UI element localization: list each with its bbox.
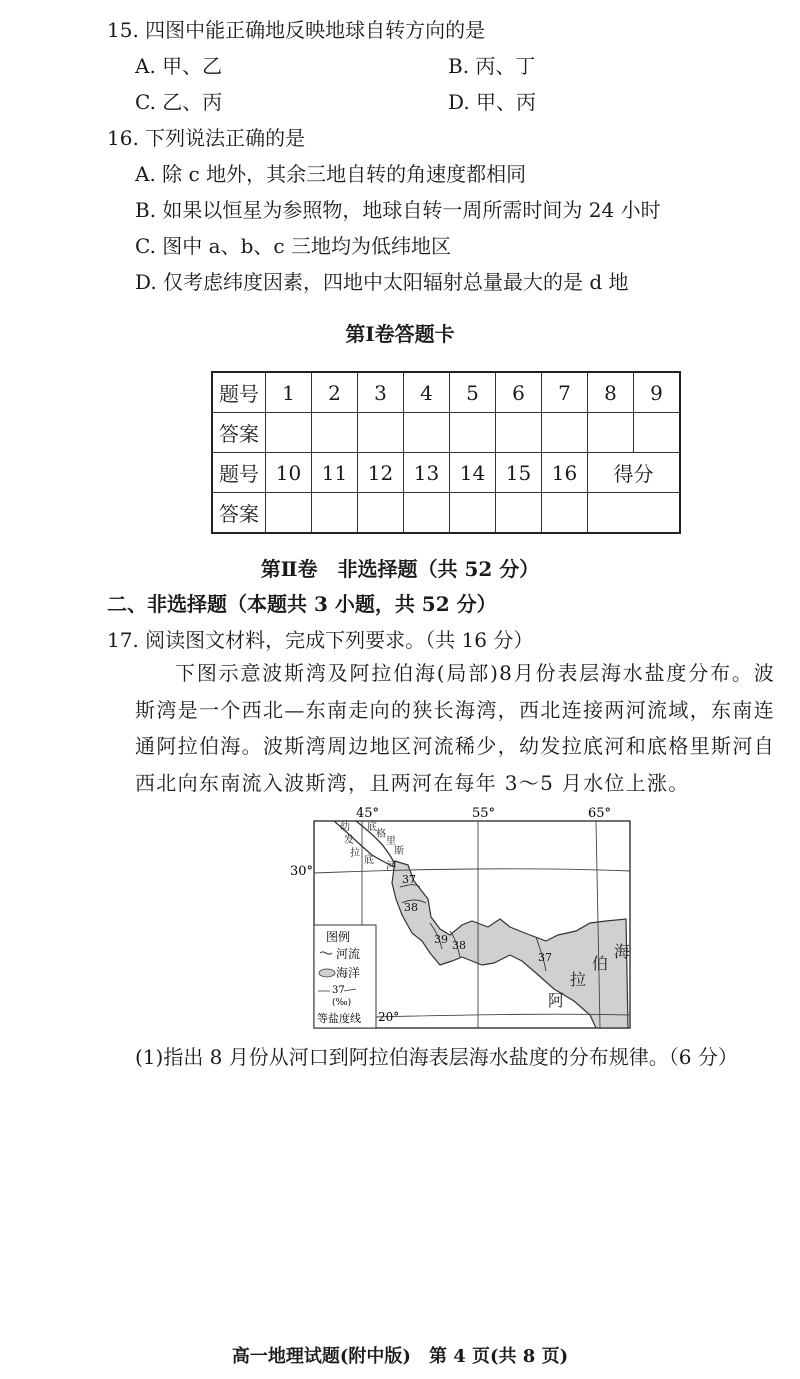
question-number-cell: 13 (404, 453, 450, 493)
answer-cell[interactable] (542, 493, 588, 534)
sea-name-char: 拉 (570, 970, 587, 989)
score-cell[interactable] (588, 493, 681, 534)
q15-option-c: C. 乙、丙 (135, 90, 223, 114)
answer-cell[interactable] (358, 413, 404, 453)
answer-cell[interactable] (312, 493, 358, 534)
answer-card-table (211, 371, 681, 534)
river-name-char: 底 (364, 855, 374, 866)
answer-cell[interactable] (496, 493, 542, 534)
river-name-char: 里 (386, 836, 396, 847)
question-number-cell: 8 (588, 372, 634, 413)
row-label-answer: 答案 (212, 413, 266, 453)
lon-label: 45° (356, 806, 380, 821)
question-number-cell: 11 (312, 453, 358, 493)
river-name-char: 河 (386, 861, 396, 872)
answer-cell[interactable] (496, 413, 542, 453)
question-number-cell: 16 (542, 453, 588, 493)
river-name-char: 斯 (394, 846, 404, 857)
answer-cell[interactable] (542, 413, 588, 453)
q17-material: 下图示意波斯湾及阿拉伯海(局部)8月份表层海水盐度分布。波斯湾是一个西北—东南走向的狭长海湾，西北连接两河流域，东南连通阿拉伯海。波斯湾周边地区河流稀少，幼发拉底河和底格里斯河自西北向东南流入波斯湾，且两河在每年 3～5 月水位上涨。 (135, 661, 775, 795)
q16-option-b: B. 如果以恒星为参照物，地球自转一周所需时间为 24 小时 (135, 198, 661, 222)
question-number-cell: 5 (450, 372, 496, 413)
q15-stem: 15. 四图中能正确地反映地球自转方向的是 (107, 18, 486, 42)
question-number-cell: 15 (496, 453, 542, 493)
persian-gulf-salinity-map (290, 803, 640, 1031)
legend-isohaline: 等盐度线 (317, 1012, 361, 1025)
q15-option-b: B. 丙、丁 (448, 54, 536, 78)
question-number-cell: 9 (634, 372, 681, 413)
river-name-char: 格 (376, 829, 386, 840)
legend-ocean: 海洋 (336, 966, 361, 980)
ocean-symbol-icon (319, 969, 335, 977)
lat-label: 30° (290, 864, 314, 879)
sea-name-char: 伯 (592, 954, 609, 973)
question-number-cell: 4 (404, 372, 450, 413)
q15-option-a: A. 甲、乙 (135, 54, 223, 78)
lon-label: 65° (588, 806, 612, 821)
answer-cell[interactable] (450, 413, 496, 453)
answer-cell[interactable] (266, 493, 312, 534)
answer-cell[interactable] (588, 413, 634, 453)
table-row (212, 413, 680, 453)
river-name-char: 发 (344, 835, 354, 846)
sea-name-char: 阿 (548, 991, 565, 1010)
q17-stem: 17. 阅读图文材料，完成下列要求。（共 16 分） (107, 628, 534, 652)
q16-option-d: D. 仅考虑纬度因素，四地中太阳辐射总量最大的是 d 地 (135, 270, 629, 294)
q16-option-c: C. 图中 a、b、c 三地均为低纬地区 (135, 234, 451, 258)
q16-stem: 16. 下列说法正确的是 (107, 126, 306, 150)
table-row (212, 453, 680, 493)
question-number-cell: 3 (358, 372, 404, 413)
table-row (212, 493, 680, 534)
q15-option-d: D. 甲、丙 (448, 90, 537, 114)
answer-cell[interactable] (450, 493, 496, 534)
question-number-cell: 2 (312, 372, 358, 413)
answer-cell[interactable] (266, 413, 312, 453)
answer-cell[interactable] (634, 413, 681, 453)
row-label-number: 题号 (212, 372, 266, 413)
lon-label: 55° (472, 806, 496, 821)
question-number-cell: 7 (542, 372, 588, 413)
question-number-cell: 6 (496, 372, 542, 413)
answer-cell[interactable] (358, 493, 404, 534)
legend-isohaline-sample: 37 (332, 985, 345, 996)
isohaline-label: 39 (434, 933, 448, 946)
answer-card-title: 第Ⅰ卷答题卡 (345, 322, 455, 346)
question-number-cell: 12 (358, 453, 404, 493)
q16-option-a: A. 除 c 地外，其余三地自转的角速度都相同 (135, 162, 527, 186)
question-number-cell: 14 (450, 453, 496, 493)
section2-title: 第Ⅱ卷 非选择题（共 52 分） (260, 557, 540, 581)
score-label: 得分 (588, 453, 681, 493)
answer-cell[interactable] (312, 413, 358, 453)
answer-cell[interactable] (404, 493, 450, 534)
isohaline-label: 38 (404, 901, 418, 914)
lat-label: 20° (378, 1010, 400, 1024)
q17-sub1: (1)指出 8 月份从河口到阿拉伯海表层海水盐度的分布规律。（6 分） (135, 1045, 738, 1069)
river-name-char: 底 (367, 822, 377, 833)
legend-river: 河流 (336, 947, 361, 961)
section2-heading: 二、非选择题（本题共 3 小题，共 52 分） (107, 592, 497, 616)
river-name-char: 幼 (340, 822, 350, 833)
isohaline-label: 37 (538, 951, 552, 964)
page-footer: 高一地理试题(附中版) 第 4 页(共 8 页) (231, 1346, 569, 1367)
river-name-char: 拉 (350, 848, 360, 859)
table-row (212, 372, 680, 413)
legend-title: 图例 (326, 930, 351, 944)
row-label-number: 题号 (212, 453, 266, 493)
row-label-answer: 答案 (212, 493, 266, 534)
isohaline-label: 38 (452, 939, 466, 952)
isohaline-label: 37 (402, 873, 416, 886)
question-number-cell: 10 (266, 453, 312, 493)
answer-cell[interactable] (404, 413, 450, 453)
question-number-cell: 1 (266, 372, 312, 413)
sea-name-char: 海 (614, 942, 631, 961)
legend-isohaline-unit: (‰) (332, 998, 352, 1008)
